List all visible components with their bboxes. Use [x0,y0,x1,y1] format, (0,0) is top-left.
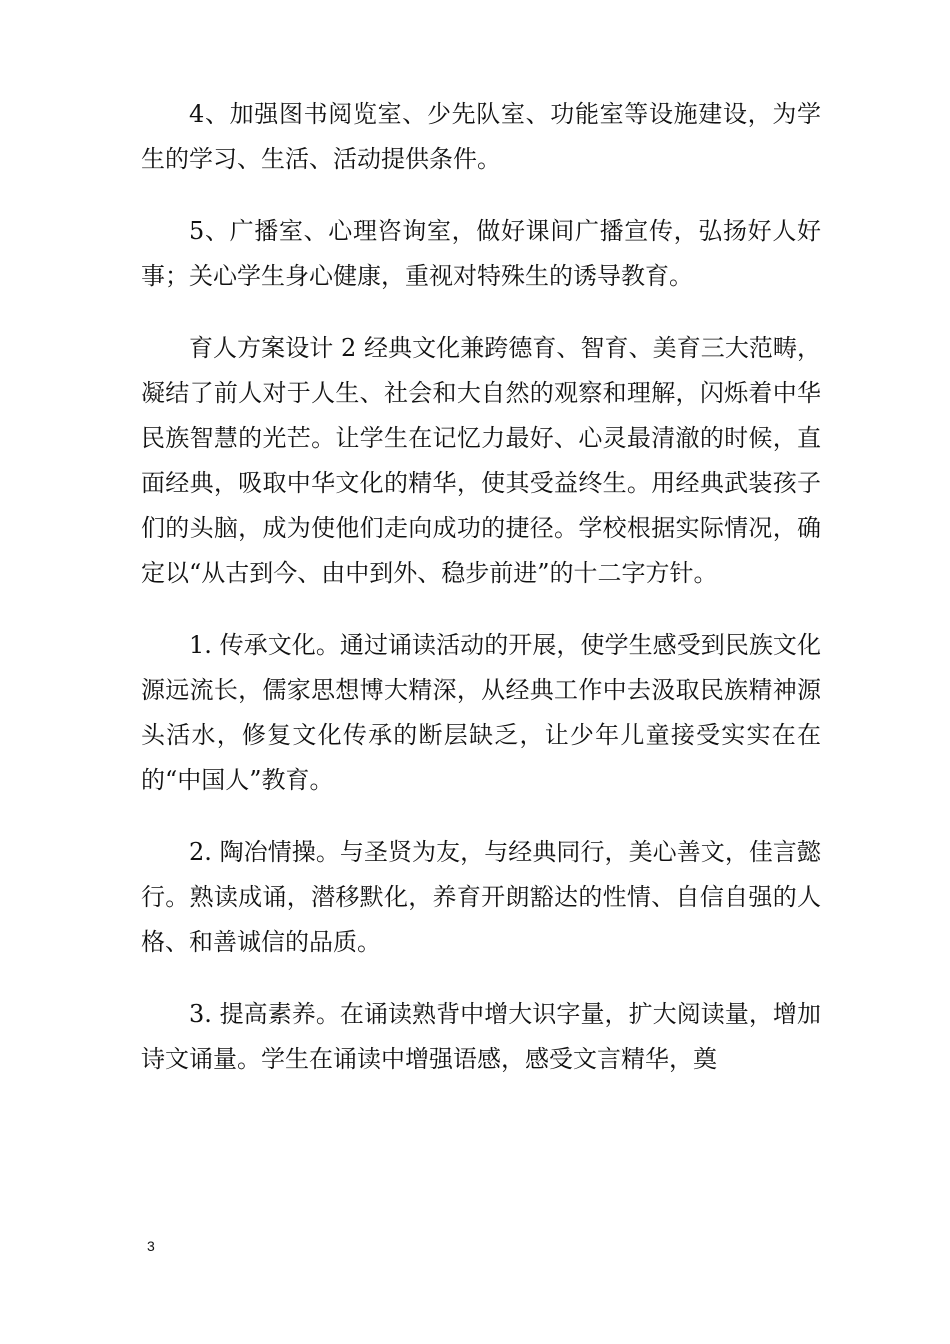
paragraph-broadcast: 5、广播室、心理咨询室，做好课间广播宣传，弘扬好人好事；关心学生身心健康，重视对特殊生的诱导教育。 [141,217,821,290]
paragraph-inherit-culture: 1. 传承文化。通过诵读活动的开展，使学生感受到民族文化源远流长，儒家思想博大精深，从经典工作中去汲取民族精神源头活水，修复文化传承的断层缺乏，让少年儿童接受实实在在的“中国人”教育。 [141,631,821,794]
paragraph-improve-literacy: 3. 提高素养。在诵读熟背中增大识字量，扩大阅读量，增加诗文诵量。学生在诵读中增强语感，感受文言精华，奠 [141,1000,821,1073]
paragraph-classic-culture: 育人方案设计 2 经典文化兼跨德育、智育、美育三大范畴，凝结了前人对于人生、社会和大自然的观察和理解，闪烁着中华民族智慧的光芒。让学生在记忆力最好、心灵最清澈的时候，直面经典，吸取中华文化的精华，使其受益终生。用经典武装孩子们的头脑，成为使他们走向成功的捷径。学校根据实际情况，确定以“从古到今、由中到外、稳步前进”的十二字方针。 [141,334,821,587]
document-body [141,92,821,1109]
paragraph-cultivate-sentiment: 2. 陶冶情操。与圣贤为友，与经典同行，美心善文，佳言懿行。熟读成诵，潜移默化，养育开朗豁达的性情、自信自强的人格、和善诚信的品质。 [141,838,821,956]
page-number: 3 [147,1238,155,1254]
paragraph-facilities: 4、加强图书阅览室、少先队室、功能室等设施建设，为学生的学习、生活、活动提供条件。 [141,100,821,173]
